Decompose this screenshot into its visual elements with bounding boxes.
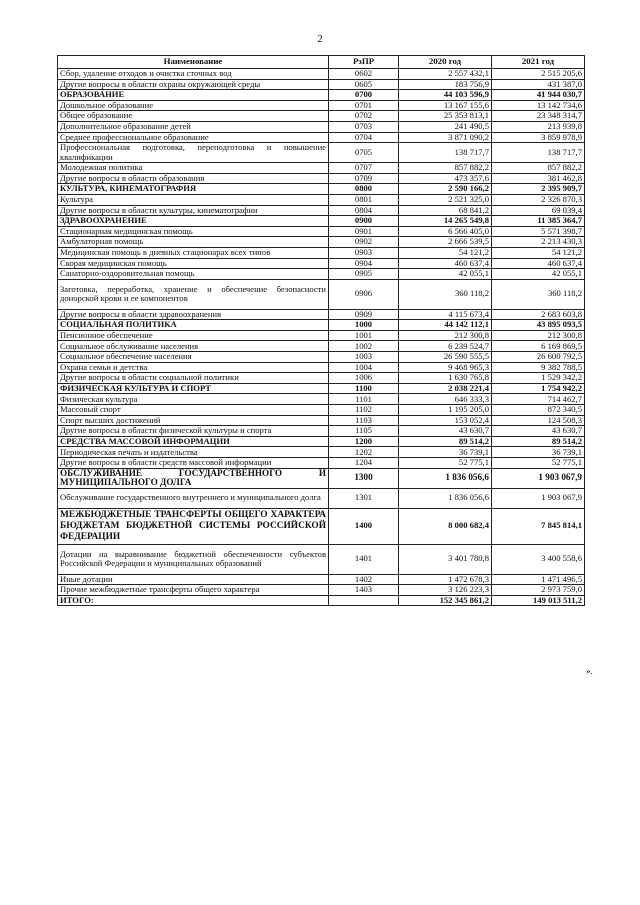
row-code: 0704 (329, 132, 399, 143)
row-code: 1301 (329, 488, 399, 508)
table-row (58, 269, 585, 280)
row-code: 1100 (329, 383, 399, 394)
row-name: Охрана семьи и детства (58, 362, 329, 373)
section-row (58, 436, 585, 447)
row-2021: 431 387,0 (492, 79, 585, 90)
table-row (58, 373, 585, 384)
row-2021: 872 340,5 (492, 405, 585, 416)
row-code: 0909 (329, 309, 399, 320)
row-name: Другие вопросы в области здравоохранения (58, 309, 329, 320)
row-2020: 43 630,7 (399, 426, 492, 437)
row-2020: 1 836 056,6 (399, 488, 492, 508)
section-row (58, 216, 585, 227)
table-row (58, 447, 585, 458)
row-name: Другие вопросы в области физической культуры и спорта (58, 426, 329, 437)
row-2020: 1 195 205,0 (399, 405, 492, 416)
row-2021: 3 400 558,6 (492, 544, 585, 574)
row-name: Другие вопросы в области охраны окружающей среды (58, 79, 329, 90)
row-2021: 54 121,2 (492, 247, 585, 258)
row-name: МЕЖБЮДЖЕТНЫЕ ТРАНСФЕРТЫ ОБЩЕГО ХАРАКТЕРА БЮДЖЕТАМ БЮДЖЕТНОЙ СИСТЕМЫ РОССИЙСКОЙ ФЕДЕРАЦИИ (58, 508, 329, 544)
row-2021: 69 039,4 (492, 205, 585, 216)
row-name: Амбулаторная помощь (58, 237, 329, 248)
row-2021: 11 385 364,7 (492, 216, 585, 227)
row-code: 0902 (329, 237, 399, 248)
row-2021: 3 859 978,9 (492, 132, 585, 143)
row-code: 0906 (329, 279, 399, 309)
row-2020: 13 167 155,6 (399, 100, 492, 111)
row-2021: 43 895 093,5 (492, 320, 585, 331)
row-code: 0900 (329, 216, 399, 227)
total-label: ИТОГО: (58, 595, 329, 606)
table-row (58, 247, 585, 258)
row-code: 0705 (329, 143, 399, 163)
row-2021: 2 683 603,8 (492, 309, 585, 320)
row-2021: 42 055,1 (492, 269, 585, 280)
row-code: 1402 (329, 574, 399, 585)
row-2021: 43 630,7 (492, 426, 585, 437)
row-2021: 1 471 496,5 (492, 574, 585, 585)
row-2020: 26 590 555,5 (399, 352, 492, 363)
table-row (58, 79, 585, 90)
row-2020: 183 756,9 (399, 79, 492, 90)
row-code: 1300 (329, 468, 399, 488)
row-code: 1103 (329, 415, 399, 426)
row-2021: 2 395 909,7 (492, 184, 585, 195)
row-2021: 714 462,7 (492, 394, 585, 405)
table-row (58, 585, 585, 596)
row-code: 1004 (329, 362, 399, 373)
row-name: Пенсионное обеспечение (58, 330, 329, 341)
row-2020: 25 353 813,1 (399, 111, 492, 122)
row-2021: 7 845 814,1 (492, 508, 585, 544)
table-row (58, 237, 585, 248)
table-row (58, 426, 585, 437)
row-2021: 360 118,2 (492, 279, 585, 309)
table-row (58, 309, 585, 320)
budget-table (57, 55, 585, 606)
row-code: 0700 (329, 90, 399, 101)
row-name: СОЦИАЛЬНАЯ ПОЛИТИКА (58, 320, 329, 331)
row-2020: 9 468 965,3 (399, 362, 492, 373)
row-2021: 36 739,1 (492, 447, 585, 458)
row-2020: 14 265 549,8 (399, 216, 492, 227)
table-row (58, 205, 585, 216)
row-2021: 5 571 398,7 (492, 226, 585, 237)
row-name: КУЛЬТУРА, КИНЕМАТОГРАФИЯ (58, 184, 329, 195)
table-row (58, 143, 585, 163)
table-row (58, 574, 585, 585)
row-name: Прочие межбюджетные трансферты общего характера (58, 585, 329, 596)
row-name: Санаторно-оздоровительная помощь (58, 269, 329, 280)
row-name: Физическая культура (58, 394, 329, 405)
row-2021: 2 213 430,3 (492, 237, 585, 248)
row-2020: 6 239 524,7 (399, 341, 492, 352)
row-code: 0800 (329, 184, 399, 195)
row-name: Периодическая печать и издательства (58, 447, 329, 458)
table-row (58, 362, 585, 373)
section-row (58, 508, 585, 544)
row-name: Профессиональная подготовка, переподготовка и повышение квалификации (58, 143, 329, 163)
table-row (58, 488, 585, 508)
row-2020: 2 557 432,1 (399, 69, 492, 80)
row-code: 1000 (329, 320, 399, 331)
table-row (58, 458, 585, 469)
header-2021: 2021 год (492, 56, 585, 69)
row-2021: 89 514,2 (492, 436, 585, 447)
table-row (58, 279, 585, 309)
row-2020: 153 052,4 (399, 415, 492, 426)
row-2020: 1 836 056,6 (399, 468, 492, 488)
row-code: 0901 (329, 226, 399, 237)
row-code: 1002 (329, 341, 399, 352)
row-2020: 460 637,4 (399, 258, 492, 269)
section-row (58, 468, 585, 488)
row-2021: 124 508,3 (492, 415, 585, 426)
row-name: Скорая медицинская помощь (58, 258, 329, 269)
row-2020: 2 666 539,5 (399, 237, 492, 248)
section-row (58, 184, 585, 195)
row-code: 1403 (329, 585, 399, 596)
row-2021: 1 754 942,2 (492, 383, 585, 394)
table-row (58, 544, 585, 574)
row-2020: 1 472 678,3 (399, 574, 492, 585)
table-row (58, 258, 585, 269)
row-2020: 54 121,2 (399, 247, 492, 258)
row-2020: 36 739,1 (399, 447, 492, 458)
row-2021: 41 944 030,7 (492, 90, 585, 101)
row-name: Стационарная медицинская помощь (58, 226, 329, 237)
row-name: Другие вопросы в области средств массовой информации (58, 458, 329, 469)
row-name: ЗДРАВООХРАНЕНИЕ (58, 216, 329, 227)
table-row (58, 173, 585, 184)
row-2020: 2 590 166,2 (399, 184, 492, 195)
total-2021: 149 013 511,2 (492, 595, 585, 606)
table-row (58, 69, 585, 80)
row-name: Дотации на выравнивание бюджетной обеспеченности субъектов Российской Федерации и муниципальных образований (58, 544, 329, 574)
row-code: 0701 (329, 100, 399, 111)
header-name: Наименование (58, 56, 329, 69)
row-code: 0904 (329, 258, 399, 269)
row-code: 1400 (329, 508, 399, 544)
row-code: 0709 (329, 173, 399, 184)
row-2020: 212 300,8 (399, 330, 492, 341)
row-name: Культура (58, 194, 329, 205)
row-2021: 26 600 792,5 (492, 352, 585, 363)
row-2021: 9 382 788,5 (492, 362, 585, 373)
row-2021: 2 515 205,6 (492, 69, 585, 80)
row-code: 0602 (329, 69, 399, 80)
table-header-row (58, 56, 585, 69)
row-2020: 3 126 223,3 (399, 585, 492, 596)
row-code: 0905 (329, 269, 399, 280)
row-2020: 2 038 221,4 (399, 383, 492, 394)
row-code: 0804 (329, 205, 399, 216)
table-row (58, 341, 585, 352)
row-name: Другие вопросы в области социальной политики (58, 373, 329, 384)
row-code: 1102 (329, 405, 399, 416)
row-name: Обслуживание государственного внутреннего и муниципального долга (58, 488, 329, 508)
row-2021: 52 775,1 (492, 458, 585, 469)
row-code: 1001 (329, 330, 399, 341)
row-name: Среднее профессиональное образование (58, 132, 329, 143)
row-2020: 360 118,2 (399, 279, 492, 309)
table-row (58, 121, 585, 132)
closing-quote-mark: ». (586, 666, 593, 676)
row-code: 0605 (329, 79, 399, 90)
row-name: Социальное обеспечение населения (58, 352, 329, 363)
header-2020: 2020 год (399, 56, 492, 69)
row-2021: 2 326 870,3 (492, 194, 585, 205)
row-name: СРЕДСТВА МАССОВОЙ ИНФОРМАЦИИ (58, 436, 329, 447)
table-row (58, 100, 585, 111)
page-number: 2 (317, 33, 323, 45)
row-name: Сбор, удаление отходов и очистка сточных вод (58, 69, 329, 80)
row-2020: 2 521 325,0 (399, 194, 492, 205)
row-2020: 138 717,7 (399, 143, 492, 163)
row-2021: 212 300,8 (492, 330, 585, 341)
table-row (58, 415, 585, 426)
row-name: Другие вопросы в области образования (58, 173, 329, 184)
table-row (58, 111, 585, 122)
table-row (58, 330, 585, 341)
row-2020: 44 103 596,9 (399, 90, 492, 101)
row-2021: 1 903 067,9 (492, 468, 585, 488)
row-2021: 213 939,8 (492, 121, 585, 132)
row-2020: 3 401 780,8 (399, 544, 492, 574)
row-code: 1200 (329, 436, 399, 447)
row-2021: 6 169 869,5 (492, 341, 585, 352)
row-2020: 3 871 090,2 (399, 132, 492, 143)
row-name: ФИЗИЧЕСКАЯ КУЛЬТУРА И СПОРТ (58, 383, 329, 394)
row-2021: 2 973 759,0 (492, 585, 585, 596)
section-row (58, 320, 585, 331)
row-2021: 138 717,7 (492, 143, 585, 163)
row-2020: 6 566 405,0 (399, 226, 492, 237)
row-name: Массовый спорт (58, 405, 329, 416)
row-2020: 857 882,2 (399, 163, 492, 174)
row-name: Медицинская помощь в дневных стационарах всех типов (58, 247, 329, 258)
row-2020: 8 000 682,4 (399, 508, 492, 544)
table-row (58, 194, 585, 205)
row-code: 0707 (329, 163, 399, 174)
row-code: 1101 (329, 394, 399, 405)
section-row (58, 90, 585, 101)
table-row (58, 132, 585, 143)
row-2021: 460 637,4 (492, 258, 585, 269)
row-code: 1202 (329, 447, 399, 458)
row-2020: 89 514,2 (399, 436, 492, 447)
total-2020: 152 345 861,2 (399, 595, 492, 606)
row-code: 1003 (329, 352, 399, 363)
row-name: Общее образование (58, 111, 329, 122)
row-name: ОБСЛУЖИВАНИЕ ГОСУДАРСТВЕННОГО И МУНИЦИПАЛЬНОГО ДОЛГА (58, 468, 329, 488)
row-name: Спорт высших достижений (58, 415, 329, 426)
row-name: Дошкольное образование (58, 100, 329, 111)
row-2021: 1 903 067,9 (492, 488, 585, 508)
row-2021: 13 142 734,6 (492, 100, 585, 111)
row-2021: 381 462,8 (492, 173, 585, 184)
row-2021: 1 529 342,2 (492, 373, 585, 384)
row-2020: 52 775,1 (399, 458, 492, 469)
row-2020: 44 142 112,1 (399, 320, 492, 331)
row-name: Дополнительное образование детей (58, 121, 329, 132)
table-row (58, 405, 585, 416)
row-2021: 857 882,2 (492, 163, 585, 174)
row-code: 1204 (329, 458, 399, 469)
table-row (58, 352, 585, 363)
row-code: 0702 (329, 111, 399, 122)
row-2020: 4 115 673,4 (399, 309, 492, 320)
row-2020: 241 490,5 (399, 121, 492, 132)
row-name: Заготовка, переработка, хранение и обеспечение безопасности донорской крови и ее компонентов (58, 279, 329, 309)
table-row (58, 226, 585, 237)
row-code: 0801 (329, 194, 399, 205)
row-code: 0903 (329, 247, 399, 258)
row-2020: 473 357,6 (399, 173, 492, 184)
row-name: Социальное обслуживание населения (58, 341, 329, 352)
row-2020: 42 055,1 (399, 269, 492, 280)
table-row (58, 394, 585, 405)
row-name: Молодежная политика (58, 163, 329, 174)
row-code: 1006 (329, 373, 399, 384)
row-code: 1401 (329, 544, 399, 574)
row-2021: 23 348 314,7 (492, 111, 585, 122)
header-code: РзПР (329, 56, 399, 69)
section-row (58, 383, 585, 394)
row-2020: 1 630 765,8 (399, 373, 492, 384)
total-row (58, 595, 585, 606)
row-code (329, 595, 399, 606)
row-2020: 68 841,2 (399, 205, 492, 216)
row-code: 1105 (329, 426, 399, 437)
row-2020: 646 333,3 (399, 394, 492, 405)
row-name: Другие вопросы в области культуры, кинематографии (58, 205, 329, 216)
row-name: Иные дотации (58, 574, 329, 585)
table-row (58, 163, 585, 174)
row-name: ОБРАЗОВАНИЕ (58, 90, 329, 101)
row-code: 0703 (329, 121, 399, 132)
